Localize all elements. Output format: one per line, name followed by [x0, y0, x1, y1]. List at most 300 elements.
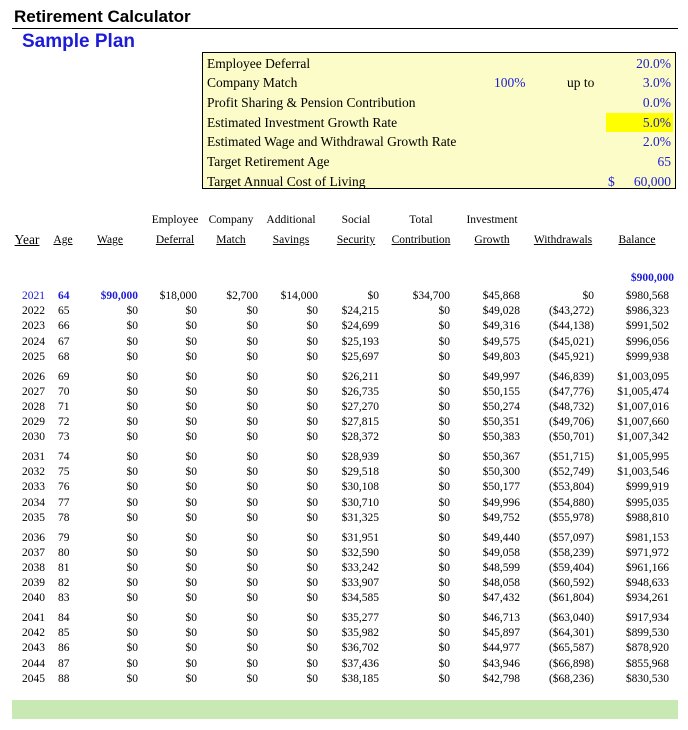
param-value-input[interactable]: 3.0%	[642, 75, 671, 91]
table-cell[interactable]: $0	[185, 612, 197, 624]
table-cell[interactable]: 86	[58, 642, 70, 655]
table-cell[interactable]: $0	[185, 642, 197, 655]
table-cell[interactable]: 75	[58, 466, 70, 479]
table-cell[interactable]: 2036	[22, 531, 45, 544]
table-cell[interactable]: $0	[126, 305, 138, 318]
table-cell[interactable]: $0	[306, 385, 318, 398]
table-cell[interactable]: $0	[246, 577, 258, 590]
table-cell[interactable]: $0	[126, 546, 138, 559]
table-cell[interactable]: $999,919	[625, 481, 669, 494]
table-cell[interactable]: 87	[58, 657, 70, 670]
table-cell[interactable]: ($58,239)	[548, 546, 594, 559]
table-cell[interactable]: $0	[126, 561, 138, 574]
table-cell[interactable]: $33,242	[341, 561, 379, 574]
table-cell[interactable]: $0	[126, 431, 138, 444]
column-header[interactable]: Wage	[97, 234, 123, 246]
table-cell[interactable]: $0	[306, 305, 318, 318]
table-cell[interactable]: $0	[185, 546, 197, 559]
table-cell[interactable]: ($49,706)	[548, 416, 594, 429]
table-cell[interactable]: $0	[438, 531, 450, 544]
table-cell[interactable]: 2044	[22, 657, 45, 670]
table-cell[interactable]: $0	[246, 657, 258, 670]
table-cell[interactable]: $0	[306, 612, 318, 624]
table-cell[interactable]: $0	[185, 400, 197, 413]
table-cell[interactable]: ($45,921)	[548, 350, 594, 363]
table-cell[interactable]: $0	[438, 350, 450, 363]
starting-balance[interactable]: $900,000	[630, 272, 674, 284]
table-cell[interactable]: $25,697	[341, 350, 379, 363]
param-row	[203, 172, 675, 191]
table-cell[interactable]: $995,035	[625, 496, 669, 509]
table-cell[interactable]: ($46,839)	[548, 370, 594, 383]
table-cell[interactable]: $0	[185, 531, 197, 544]
table-cell[interactable]: $0	[126, 400, 138, 413]
table-cell[interactable]: $0	[306, 577, 318, 590]
table-cell[interactable]: $0	[185, 466, 197, 479]
table-cell[interactable]: $0	[246, 431, 258, 444]
table-cell[interactable]: $49,803	[482, 350, 520, 363]
table-cell[interactable]: 2027	[22, 385, 45, 398]
table-cell[interactable]: $1,005,474	[617, 385, 669, 398]
table-cell[interactable]: $49,440	[482, 531, 520, 544]
table-cell[interactable]: $0	[438, 431, 450, 444]
table-cell[interactable]: 2043	[22, 642, 45, 655]
table-cell[interactable]: $0	[185, 350, 197, 363]
table-cell[interactable]: 68	[58, 350, 70, 363]
table-cell[interactable]: $0	[438, 451, 450, 463]
table-cell[interactable]: $0	[438, 642, 450, 655]
table-cell[interactable]: $0	[438, 466, 450, 479]
table-cell[interactable]: $50,351	[482, 416, 520, 429]
table-cell[interactable]: $0	[438, 416, 450, 429]
table-cell[interactable]: $37,436	[341, 657, 379, 670]
table-cell[interactable]: $49,316	[482, 320, 520, 333]
table-cell[interactable]: $48,599	[482, 561, 520, 574]
table-cell[interactable]: 2028	[22, 400, 45, 413]
table-cell[interactable]: ($65,587)	[548, 642, 594, 655]
table-cell[interactable]: $27,815	[341, 416, 379, 429]
table-cell[interactable]: $0	[126, 627, 138, 640]
table-cell[interactable]: $0	[306, 672, 318, 685]
table-cell[interactable]: ($68,236)	[548, 672, 594, 685]
table-cell[interactable]: 2042	[22, 627, 45, 640]
table-cell[interactable]: $28,372	[341, 431, 379, 444]
table-cell[interactable]: 2030	[22, 431, 45, 444]
table-cell[interactable]: $50,300	[482, 466, 520, 479]
table-cell[interactable]: ($59,404)	[548, 561, 594, 574]
table-cell[interactable]: 81	[58, 561, 70, 574]
table-cell[interactable]: 2032	[22, 466, 45, 479]
table-cell[interactable]: $0	[126, 416, 138, 429]
column-header[interactable]: Contribution	[391, 234, 451, 246]
table-cell[interactable]: $0	[438, 657, 450, 670]
table-cell[interactable]: $0	[185, 481, 197, 494]
table-cell[interactable]: 2021	[22, 290, 45, 302]
table-cell[interactable]: $0	[126, 612, 138, 624]
table-cell[interactable]: ($52,749)	[548, 466, 594, 479]
table-cell[interactable]: $49,058	[482, 546, 520, 559]
table-cell[interactable]: 2040	[22, 592, 45, 605]
table-cell[interactable]: 85	[58, 627, 70, 640]
table-cell[interactable]: ($48,732)	[548, 400, 594, 413]
table-cell[interactable]: 2022	[22, 305, 45, 318]
table-cell[interactable]: $14,000	[280, 290, 318, 302]
column-header[interactable]: Deferral	[155, 234, 195, 246]
table-cell[interactable]: $0	[246, 335, 258, 348]
table-cell[interactable]: 2029	[22, 416, 45, 429]
table-cell[interactable]: $0	[306, 416, 318, 429]
table-cell[interactable]: $0	[246, 400, 258, 413]
table-cell[interactable]: 67	[58, 335, 70, 348]
table-cell[interactable]: ($55,978)	[548, 511, 594, 524]
table-cell[interactable]: 2041	[22, 612, 45, 624]
table-cell[interactable]: ($66,898)	[548, 657, 594, 670]
table-cell[interactable]: $0	[126, 672, 138, 685]
table-cell[interactable]: $917,934	[625, 612, 669, 624]
table-cell[interactable]: $0	[367, 290, 379, 302]
table-cell[interactable]: $1,005,995	[617, 451, 669, 463]
table-cell[interactable]: $26,735	[341, 385, 379, 398]
table-cell[interactable]: $0	[246, 612, 258, 624]
table-cell[interactable]: $0	[185, 305, 197, 318]
table-cell[interactable]: ($63,040)	[548, 612, 594, 624]
table-cell[interactable]: $991,502	[625, 320, 669, 333]
table-cell[interactable]: $46,713	[482, 612, 520, 624]
param-value-input[interactable]: 20.0%	[636, 55, 671, 71]
table-cell[interactable]: $1,007,342	[617, 431, 669, 444]
table-cell[interactable]: $0	[438, 481, 450, 494]
table-cell[interactable]: $28,939	[341, 451, 379, 463]
table-cell[interactable]: $0	[438, 577, 450, 590]
table-cell[interactable]: $34,585	[341, 592, 379, 605]
table-cell[interactable]: $0	[185, 657, 197, 670]
table-cell[interactable]: $0	[246, 466, 258, 479]
table-cell[interactable]: $0	[306, 335, 318, 348]
table-cell[interactable]: $0	[438, 385, 450, 398]
table-cell[interactable]: 80	[58, 546, 70, 559]
table-cell[interactable]: $1,007,016	[617, 400, 669, 413]
table-cell[interactable]: $0	[185, 672, 197, 685]
table-cell[interactable]: $24,215	[341, 305, 379, 318]
table-cell[interactable]: $26,211	[342, 370, 379, 383]
table-cell[interactable]: ($60,592)	[548, 577, 594, 590]
table-cell[interactable]: $44,977	[482, 642, 520, 655]
table-cell[interactable]: $0	[185, 385, 197, 398]
table-cell[interactable]: $50,155	[482, 385, 520, 398]
table-cell[interactable]: $0	[438, 400, 450, 413]
table-cell[interactable]: ($47,776)	[548, 385, 594, 398]
table-cell[interactable]: $0	[306, 451, 318, 463]
table-cell[interactable]: 2038	[22, 561, 45, 574]
table-cell[interactable]: $0	[126, 481, 138, 494]
table-cell[interactable]: $1,007,660	[617, 416, 669, 429]
table-cell[interactable]: $0	[438, 320, 450, 333]
table-cell[interactable]: $0	[306, 627, 318, 640]
table-cell[interactable]: $0	[306, 561, 318, 574]
table-cell[interactable]: $0	[185, 320, 197, 333]
table-cell[interactable]: $48,058	[482, 577, 520, 590]
table-cell[interactable]: $1,003,095	[617, 370, 669, 383]
table-cell[interactable]: $0	[126, 657, 138, 670]
table-cell[interactable]: 2033	[22, 481, 45, 494]
table-cell[interactable]: 69	[58, 370, 70, 383]
table-cell[interactable]: ($44,138)	[548, 320, 594, 333]
table-cell[interactable]: $0	[126, 496, 138, 509]
table-cell[interactable]: 83	[58, 592, 70, 605]
table-cell[interactable]: ($53,804)	[548, 481, 594, 494]
table-cell[interactable]: ($61,804)	[548, 592, 594, 605]
table-cell[interactable]: 73	[58, 431, 70, 444]
table-cell[interactable]: $30,710	[341, 496, 379, 509]
param-label: Target Annual Cost of Living	[207, 173, 366, 189]
table-cell[interactable]: 84	[58, 612, 70, 624]
table-cell[interactable]: $0	[438, 561, 450, 574]
table-cell[interactable]: $899,530	[625, 627, 669, 640]
table-cell[interactable]: $35,277	[341, 612, 379, 624]
table-cell[interactable]: $0	[306, 370, 318, 383]
table-cell[interactable]: $0	[126, 335, 138, 348]
table-cell[interactable]: $33,907	[341, 577, 379, 590]
table-cell[interactable]: $0	[306, 350, 318, 363]
table-cell[interactable]: $0	[185, 561, 197, 574]
table-cell[interactable]: $0	[306, 531, 318, 544]
table-cell[interactable]: $49,997	[482, 370, 520, 383]
table-cell[interactable]: $0	[246, 546, 258, 559]
table-cell[interactable]: $0	[185, 577, 197, 590]
table-cell[interactable]: $1,003,546	[617, 466, 669, 479]
table-cell[interactable]: $0	[438, 672, 450, 685]
table-cell[interactable]: 74	[58, 451, 70, 463]
table-cell[interactable]: $0	[185, 335, 197, 348]
table-cell[interactable]: $45,897	[482, 627, 520, 640]
table-cell[interactable]: $35,982	[341, 627, 379, 640]
table-cell[interactable]: $855,968	[625, 657, 669, 670]
table-cell[interactable]: ($57,097)	[548, 531, 594, 544]
table-cell[interactable]: $50,383	[482, 431, 520, 444]
table-cell[interactable]: 65	[58, 305, 70, 318]
table-cell[interactable]: $988,810	[625, 511, 669, 524]
param-value-input[interactable]: 65	[657, 154, 671, 169]
table-cell[interactable]: $0	[126, 577, 138, 590]
table-cell[interactable]: 2045	[22, 672, 45, 685]
table-cell[interactable]: 88	[58, 672, 70, 685]
table-cell[interactable]: $0	[246, 511, 258, 524]
table-cell[interactable]: $0	[126, 350, 138, 363]
table-cell[interactable]: $50,177	[482, 481, 520, 494]
table-cell[interactable]: $0	[306, 320, 318, 333]
table-cell[interactable]: 2035	[22, 511, 45, 524]
table-cell[interactable]: $0	[306, 642, 318, 655]
table-cell[interactable]: $49,028	[482, 305, 520, 318]
table-cell[interactable]: $0	[582, 290, 594, 302]
table-cell[interactable]: $25,193	[341, 335, 379, 348]
table-cell[interactable]: $34,700	[412, 290, 450, 302]
table-cell[interactable]: 70	[58, 385, 70, 398]
table-cell[interactable]: $31,325	[341, 511, 379, 524]
param-value-input[interactable]: 2.0%	[642, 134, 671, 150]
table-cell[interactable]: $999,938	[625, 350, 669, 363]
table-cell[interactable]: $0	[306, 466, 318, 479]
table-cell[interactable]: 66	[58, 320, 70, 333]
table-cell[interactable]: $0	[185, 416, 197, 429]
column-header[interactable]: Savings	[272, 234, 310, 246]
table-cell[interactable]: $0	[126, 451, 138, 463]
table-cell[interactable]: $18,000	[159, 290, 197, 302]
param-label: Estimated Wage and Withdrawal Growth Rate	[207, 134, 457, 150]
table-cell[interactable]: $0	[126, 385, 138, 398]
table-cell[interactable]: 71	[58, 400, 70, 413]
table-cell[interactable]: $29,518	[341, 466, 379, 479]
table-cell[interactable]: 78	[58, 511, 70, 524]
table-cell[interactable]: $0	[438, 612, 450, 624]
table-cell[interactable]: 2031	[22, 451, 45, 463]
table-cell[interactable]: $0	[438, 370, 450, 383]
table-cell[interactable]: 76	[58, 481, 70, 494]
table-cell[interactable]: $0	[306, 400, 318, 413]
table-cell[interactable]: $0	[246, 416, 258, 429]
table-cell[interactable]: $0	[306, 546, 318, 559]
table-cell[interactable]: 2039	[22, 577, 45, 590]
table-cell[interactable]: $0	[126, 642, 138, 655]
table-cell[interactable]: $0	[306, 431, 318, 444]
table-cell[interactable]: $0	[246, 496, 258, 509]
table-cell[interactable]: $27,270	[341, 400, 379, 413]
table-cell[interactable]: $0	[438, 511, 450, 524]
table-cell[interactable]: $830,530	[625, 672, 669, 685]
match-percent-input[interactable]: 100%	[494, 75, 526, 91]
table-cell[interactable]: $0	[306, 481, 318, 494]
table-cell[interactable]: ($50,701)	[548, 431, 594, 444]
table-cell[interactable]: $0	[246, 350, 258, 363]
table-cell[interactable]: $996,056	[625, 335, 669, 348]
column-header[interactable]: Age	[53, 234, 73, 246]
table-cell[interactable]: ($45,021)	[548, 335, 594, 348]
table-cell[interactable]: $0	[246, 531, 258, 544]
param-row	[203, 132, 675, 151]
column-header[interactable]: Security	[336, 234, 376, 246]
table-cell[interactable]: $0	[306, 592, 318, 605]
table-cell[interactable]: $0	[126, 320, 138, 333]
table-cell[interactable]: $0	[438, 627, 450, 640]
table-cell[interactable]: $0	[438, 496, 450, 509]
table-cell[interactable]: $0	[185, 496, 197, 509]
table-cell[interactable]: 2037	[22, 546, 45, 559]
table-cell[interactable]: $49,752	[482, 511, 520, 524]
table-cell[interactable]: $32,590	[341, 546, 379, 559]
table-cell[interactable]: $980,568	[625, 290, 669, 302]
table-cell[interactable]: $948,633	[625, 577, 669, 590]
table-cell[interactable]: $0	[246, 481, 258, 494]
table-cell[interactable]: $934,261	[625, 592, 669, 605]
table-cell[interactable]: ($64,301)	[548, 627, 594, 640]
table-cell[interactable]: $90,000	[100, 290, 138, 302]
table-cell[interactable]: $0	[438, 305, 450, 318]
table-cell[interactable]: $0	[246, 592, 258, 605]
table-cell[interactable]: ($51,715)	[548, 451, 594, 463]
table-cell[interactable]: $0	[306, 657, 318, 670]
table-cell[interactable]: $43,946	[482, 657, 520, 670]
column-header[interactable]: Withdrawals	[533, 234, 593, 246]
table-cell[interactable]: $47,432	[482, 592, 520, 605]
table-cell[interactable]: $0	[246, 642, 258, 655]
table-cell[interactable]: $0	[438, 546, 450, 559]
table-cell[interactable]: $0	[438, 335, 450, 348]
table-cell[interactable]: $0	[126, 531, 138, 544]
table-cell[interactable]: $0	[246, 305, 258, 318]
table-cell[interactable]: $0	[246, 385, 258, 398]
table-cell[interactable]: $36,702	[341, 642, 379, 655]
table-cell[interactable]: $50,274	[482, 400, 520, 413]
table-cell[interactable]: $0	[185, 451, 197, 463]
table-cell[interactable]: $50,367	[482, 451, 520, 463]
table-cell[interactable]: $961,166	[625, 561, 669, 574]
table-cell[interactable]: $0	[438, 592, 450, 605]
table-cell[interactable]: $24,699	[341, 320, 379, 333]
table-cell[interactable]: 2026	[22, 370, 45, 383]
table-cell[interactable]: $0	[185, 370, 197, 383]
table-cell[interactable]: 72	[58, 416, 70, 429]
table-cell[interactable]: $0	[246, 672, 258, 685]
column-header[interactable]: Balance	[618, 234, 656, 246]
table-cell[interactable]: $0	[246, 451, 258, 463]
table-cell[interactable]: 64	[58, 290, 70, 302]
param-value-input[interactable]: 60,000	[633, 173, 671, 189]
table-cell[interactable]: 77	[58, 496, 70, 509]
table-cell[interactable]: $0	[126, 511, 138, 524]
table-cell[interactable]: $0	[185, 592, 197, 605]
table-cell[interactable]: $0	[306, 496, 318, 509]
table-cell[interactable]: $878,920	[625, 642, 669, 655]
table-cell[interactable]: $971,972	[625, 546, 669, 559]
param-value-input[interactable]: 5.0%	[606, 113, 673, 132]
param-value-input[interactable]: 0.0%	[642, 94, 671, 110]
column-header[interactable]: Match	[216, 234, 246, 246]
title-divider	[12, 28, 678, 29]
table-cell[interactable]: $42,798	[482, 672, 520, 685]
table-cell[interactable]: $45,868	[482, 290, 520, 302]
table-cell[interactable]: $0	[185, 511, 197, 524]
table-cell[interactable]: $0	[246, 370, 258, 383]
column-header[interactable]: Growth	[474, 234, 510, 246]
table-cell[interactable]: $0	[246, 320, 258, 333]
table-cell[interactable]: $0	[246, 561, 258, 574]
table-cell[interactable]: 2024	[22, 335, 45, 348]
column-header[interactable]: Year	[14, 232, 40, 247]
table-cell[interactable]: $0	[126, 466, 138, 479]
table-cell[interactable]: $49,575	[482, 335, 520, 348]
table-cell[interactable]: 82	[58, 577, 70, 590]
table-cell[interactable]: ($54,880)	[548, 496, 594, 509]
table-cell[interactable]: $31,951	[341, 531, 379, 544]
table-cell[interactable]: ($43,272)	[548, 305, 594, 318]
table-cell[interactable]: 2023	[22, 320, 45, 333]
table-cell[interactable]: $2,700	[226, 290, 258, 302]
table-cell[interactable]: $0	[185, 431, 197, 444]
table-cell[interactable]: $981,153	[625, 531, 669, 544]
table-cell[interactable]: 79	[58, 531, 70, 544]
table-cell[interactable]: $30,108	[341, 481, 379, 494]
table-cell[interactable]: 2034	[22, 496, 45, 509]
table-cell[interactable]: $0	[246, 627, 258, 640]
table-cell[interactable]: $38,185	[341, 672, 379, 685]
table-cell[interactable]: $0	[126, 370, 138, 383]
table-cell[interactable]: $0	[185, 627, 197, 640]
table-cell[interactable]: $0	[126, 592, 138, 605]
table-cell[interactable]: $0	[306, 511, 318, 524]
table-cell[interactable]: 2025	[22, 350, 45, 363]
table-cell[interactable]: $49,996	[482, 496, 520, 509]
table-cell[interactable]: $986,323	[625, 305, 669, 318]
